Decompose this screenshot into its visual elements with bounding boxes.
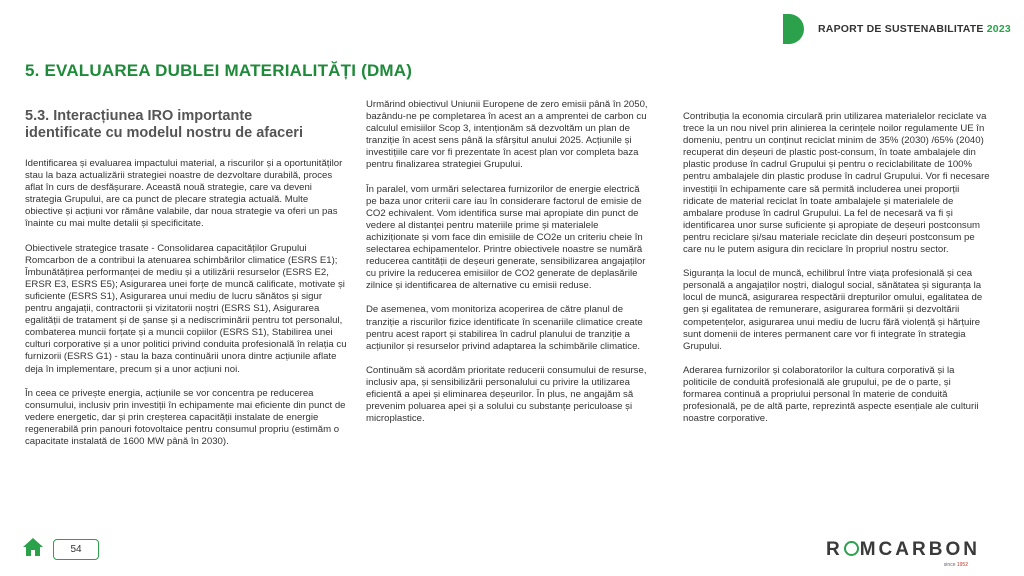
paragraph: Urmărind obiectivul Uniunii Europene de zero emisii până în 2050, bazându-ne pe completarea în acest an a amprentei de carbon cu calculul emisiilor Scop 3, intenționăm să dezvoltăm un plan de tranziție în acest sens până la sfârșitul anului 2025. Acțiunile și investițiile care vor fi prezentate în acest plan vor completa baza pentru finalizarea strategiei Grupului. (366, 99, 648, 171)
text-column-3 (683, 111, 991, 437)
paragraph: Continuăm să acordăm prioritate reducerii consumului de resurse, inclusiv apa, și sensibilizării personalului cu privire la utilizarea eficientă a apei și eliminarea deșeurilor. În plus, ne angajăm să prevenim poluarea apei și a solului cu substanțe periculoase și microplastice. (366, 364, 647, 425)
romcarbon-logo (826, 539, 986, 569)
text-column-2 (366, 99, 650, 437)
paragraph: Obiectivele strategice trasate - Consolidarea capacităților Grupului Romcarbon de a contribui la atenuarea schimbărilor climatice (ESRS E1); Îmbunătățirea performanței de mediu și a utilizării resurselor (ESRS E2, ERSR E3, ESRS E5); Asigurarea unei forțe de muncă calificate, motivate și suficiente (ESRS S1), Asigurarea unui mediu de lucru sănătos și sigur pentru angajații, contractorii și vizitatorii noștri (ESRS S1), Asigurarea egalității de tratament și de șanse și a nediscriminării pentru tot personalul, combaterea muncii forțate și a muncii copiilor (ESRS S1), Stabilirea unei culturi corporative și a unor politici privind conduita profesională în relația cu furnizorii (ESRS G1) - stau la baza continuării unora dintre acțiunile aflate deja în implementare, precum și a unor acțiuni noi. (25, 242, 347, 375)
text-column-1 (25, 158, 347, 460)
logo-text-left: R (826, 539, 843, 560)
paragraph: În paralel, vom urmări selectarea furnizorilor de energie electrică pe baza unor criterii care iau în considerare factorul de emisie de CO2 echivalent. Vom identifica surse mai apropiate din punct de vedere al distanței pentru materiile prime și materialele achiziționate și vom face din emisiile de CO2e un criteriu cheie în selectarea echipamentelor. Printre obiectivele noastre se numără reducerea cantității de deșeuri generate, sensibilizarea angajaților cu privire la reducerea emisiilor de CO2 generate de deplasările zilnice și identificarea de alternative cu emisii reduse. (366, 183, 646, 292)
subsection-title: 5.3. Interacțiunea IRO importante identificate cu modelul nostru de afaceri (25, 108, 303, 141)
logo-since: since (943, 562, 956, 568)
home-icon[interactable] (22, 536, 44, 558)
paragraph: Siguranța la locul de muncă, echilibrul între viața profesională și cea personală a angajaților noștri, dialogul social, sănătatea și siguranța la locul de muncă, asigurarea respectării drepturilor omului, egalitatea de gen și egalitatea de remunerare, asigurarea formării și dezvoltării competențelor, asigurarea unui mediu de lucru fără violență și hărțuire sunt domenii de interes permanent care vor fi integrate în strategia Grupului. (683, 268, 983, 352)
report-title (818, 23, 1011, 35)
paragraph: Aderarea furnizorilor și colaboratorilor la cultura corporativă și la politicile de conduită profesională ale grupului, pe de o parte, și formarea continuă a propriului personal în materie de conduită profesională, pe de altă parte, reprezintă aspecte esențiale ale culturii noastre corporative. (683, 364, 979, 425)
page-number: 54 (53, 539, 99, 560)
logo-o-icon (844, 541, 859, 556)
section-title: 5. EVALUAREA DUBLEI MATERIALITĂȚI (DMA) (25, 61, 413, 80)
report-header-mark (783, 14, 805, 44)
paragraph: Contribuția la economia circulară prin utilizarea materialelor reciclate va trece la un nou nivel prin alinierea la cerințele noilor regulamente UE în domeniu, pentru un conținut reciclat minim de 35% (2030) /65% (2040) recuperat din deșeuri de plastic post-consum, în toate ambalajele din plastic produse în cadrul Grupului și pentru o reciclabilitate de 100% pentru ambalajele din plastic produse în cadrul Grupului. Vor fi necesare investiții în echipamente care să permită includerea unei proporții ridicate de material reciclat în toate ambalajele și materialele de ambalare produse în cadrul Grupului. La fel de necesară va fi și identificarea unor surse suficiente și apropiate de deșeuri postconsum pentru reciclare și/sau materiale reciclate din deșeuri postconsum pe care nu le putem asigura din reciclare în propriul nostru sector. (683, 111, 990, 256)
report-label: RAPORT DE SUSTENABILITATE (818, 23, 984, 35)
paragraph: În ceea ce privește energia, acțiunile se vor concentra pe reducerea consumului, inclusiv prin investiții în echipamente mai eficiente din punct de vedere energetic, dar și prin creșterea capacității instalate de energie regenerabilă prin panouri fotovoltaice pentru consumul propriu (estimăm o capacitate instalată de 1600 MW până în 2030). (25, 387, 346, 447)
logo-tagline (944, 562, 968, 568)
paragraph: De asemenea, vom monitoriza acoperirea de către planul de tranziție a riscurilor fizice identificate în scenariile climatice create pentru acest raport și stabilirea în cadrul planului de tranziție a acțiunilor și resurselor privind adaptarea la schimbările climatice. (366, 304, 643, 352)
logo-year: 1952 (956, 562, 968, 568)
report-year: 2023 (986, 23, 1011, 35)
paragraph: Identificarea și evaluarea impactului material, a riscurilor și a oportunităților stau la baza actualizării strategiei noastre de dezvoltare durabilă, proces aflat în curs de desfășurare. Această nouă strategie, care va deveni strategia Grupului, are ca punct de plecare strategia actuală. Multe obiective și acțiuni vor rămâne valabile, dar noua strategie va oferi un pas înainte cu mai multe detalii și specificitate. (25, 158, 343, 230)
logo-text-right: MCARBON (859, 539, 980, 560)
